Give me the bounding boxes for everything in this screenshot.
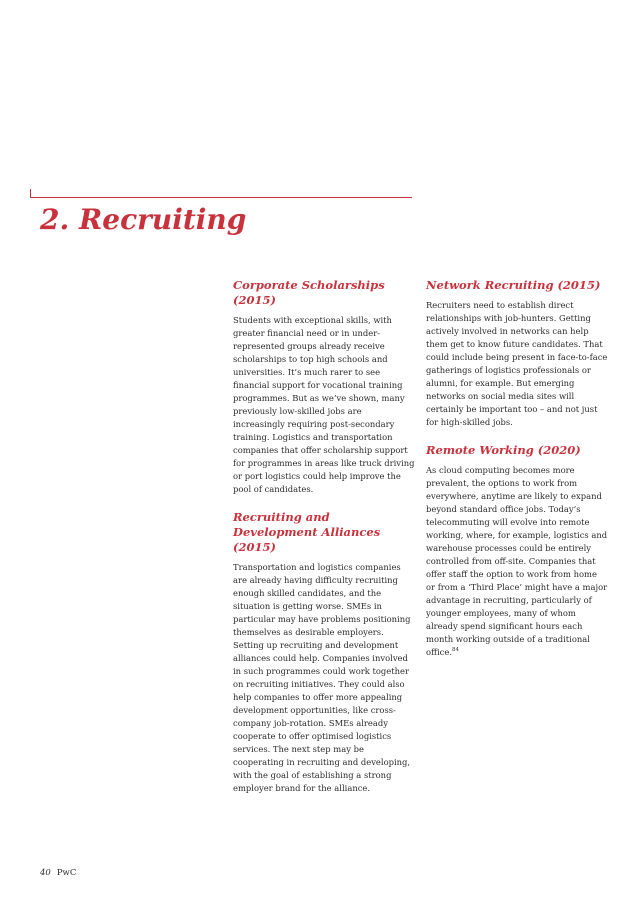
section-network-recruiting	[426, 278, 608, 429]
section-corporate-scholarships	[233, 278, 415, 496]
left-column	[233, 278, 415, 809]
section-heading: Recruiting and Development Alliances (2015)	[233, 510, 381, 554]
header-rule	[30, 197, 412, 198]
section-body-text: As cloud computing becomes more prevalent, the options to work from everywhere, anytime are likely to expand beyond standard office jobs. Today’s telecommuting will evolve into remote working, where, for example, logistics and warehouse processes could be entirely controlled from off-site. Companies that offer staff the option to work from home or from a ‘Third Place’ might have a major advantage in recruiting, particularly of younger employees, many of whom already spend significant hours each month working outside of a traditional office.	[426, 465, 608, 657]
page-footer	[40, 867, 76, 879]
section-recruiting-alliances	[233, 510, 415, 795]
section-body	[426, 464, 608, 659]
section-heading: Network Recruiting (2015)	[426, 278, 601, 292]
page-number: 40	[40, 868, 51, 878]
section-body: Students with exceptional skills, with greater financial need or in under-represented groups already receive scholarships to top high schools and universities. It’s much rarer to see financial support for vocational training programmes. But as we’ve shown, many previously low-skilled jobs are increasingly requiring post-secondary training. Logistics and transportation companies that offer scholarship support for programmes in areas like truck driving or port logistics could help improve the pool of candidates.	[233, 315, 415, 494]
footer-brand: PwC	[56, 868, 77, 878]
section-body: Recruiters need to establish direct relationships with job-hunters. Getting actively involved in networks can help them get to know future candidates. That could include being present in face-to-face gatherings of logistics professionals or alumni, for example. But emerging networks on social media sites will certainly be important too – and not just for high-skilled jobs.	[426, 300, 608, 427]
section-heading: Corporate Scholarships (2015)	[233, 278, 385, 307]
footnote-marker: 84	[451, 647, 459, 654]
section-heading: Remote Working (2020)	[426, 443, 581, 457]
right-column	[426, 278, 608, 673]
page-title: 2. Recruiting	[40, 203, 247, 236]
section-remote-working	[426, 443, 608, 659]
section-body: Transportation and logistics companies are already having difficulty recruiting enough skilled candidates, and the situation is getting worse. SMEs in particular may have problems positioning themselves as desirable employers. Setting up recruiting and development alliances could help. Companies involved in such programmes could work together on recruiting initiatives. They could also help companies to offer more appealing development opportunities, like cross-company job-rotation. SMEs already cooperate to offer optimised logistics services. The next step may be cooperating in recruiting and developing, with the goal of establishing a strong employer brand for the alliance.	[233, 562, 411, 793]
